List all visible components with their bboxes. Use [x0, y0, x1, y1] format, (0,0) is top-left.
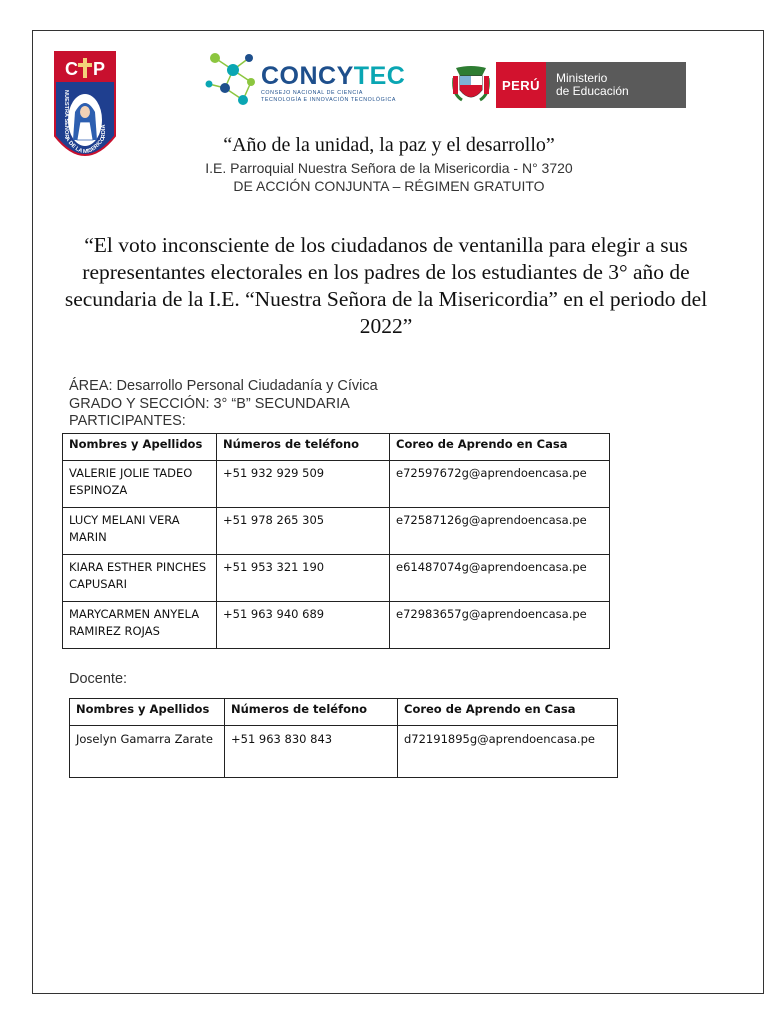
participants-label: PARTICIPANTES: — [69, 413, 186, 429]
shield-letter-p: P — [93, 59, 106, 79]
area-label: ÁREA: Desarrollo Personal Ciudadanía y Cívica — [69, 378, 378, 394]
participant-email: e72587126g@aprendoencasa.pe — [390, 508, 610, 555]
shield-letter-c: C — [65, 59, 78, 79]
participant-name: MARYCARMEN ANYELA RAMIREZ ROJAS — [63, 602, 217, 649]
school-name: I.E. Parroquial Nuestra Señora de la Misericordia - N° 3720 — [205, 160, 573, 176]
participant-name: KIARA ESTHER PINCHES CAPUSARI — [63, 555, 217, 602]
participant-name: VALERIE JOLIE TADEO ESPINOZA — [63, 461, 217, 508]
column-header-name: Nombres y Apellidos — [70, 699, 225, 726]
school-regime: DE ACCIÓN CONJUNTA – RÉGIMEN GRATUITO — [233, 178, 545, 194]
peru-label: PERÚ — [496, 62, 546, 108]
table-header-row — [63, 434, 610, 461]
table-header-row — [70, 699, 618, 726]
column-header-phone: Números de teléfono — [217, 434, 390, 461]
concytec-logo — [203, 48, 425, 110]
ministry-label: Ministerio de Educación — [546, 62, 686, 108]
participants-table — [62, 433, 610, 649]
participant-phone: +51 978 265 305 — [217, 508, 390, 555]
docente-email: d72191895g@aprendoencasa.pe — [398, 726, 618, 778]
table-row — [63, 602, 610, 649]
concytec-wordmark: CONCYTEC — [261, 62, 406, 90]
column-header-name: Nombres y Apellidos — [63, 434, 217, 461]
participant-email: e61487074g@aprendoencasa.pe — [390, 555, 610, 602]
table-row — [70, 726, 618, 778]
network-nodes-icon — [203, 48, 259, 110]
participant-email: e72597672g@aprendoencasa.pe — [390, 461, 610, 508]
docente-table — [69, 698, 618, 778]
peru-coat-of-arms-icon — [452, 64, 490, 106]
participant-phone: +51 963 940 689 — [217, 602, 390, 649]
column-header-phone: Números de teléfono — [225, 699, 398, 726]
docente-phone: +51 963 830 843 — [225, 726, 398, 778]
participant-email: e72983657g@aprendoencasa.pe — [390, 602, 610, 649]
docente-label: Docente: — [69, 671, 128, 687]
minedu-logo — [452, 62, 688, 108]
column-header-email: Coreo de Aprendo en Casa — [390, 434, 610, 461]
docente-name: Joselyn Gamarra Zarate — [70, 726, 225, 778]
year-motto: “Año de la unidad, la paz y el desarrollo” — [223, 134, 555, 156]
table-row — [63, 461, 610, 508]
table-row — [63, 555, 610, 602]
table-row — [63, 508, 610, 555]
grade-section-label: GRADO Y SECCIÓN: 3° “B” SECUNDARIA — [69, 396, 350, 412]
shield-ring-text: NUESTRA SEÑORA DE LA MISERICORDIA — [63, 90, 107, 156]
document-title: “El voto inconsciente de los ciudadanos de ventanilla para elegir a sus representantes electorales en los padres de los estudiantes de 3° año de secundaria de la I.E. “Nuestra Señora de la Misericordia” en el periodo del 2022” — [64, 233, 708, 338]
participant-phone: +51 953 321 190 — [217, 555, 390, 602]
participant-name: LUCY MELANI VERA MARIN — [63, 508, 217, 555]
concytec-subtitle: CONSEJO NACIONAL DE CIENCIA TECNOLOGÍA E INNOVACIÓN TECNOLÓGICA — [261, 90, 397, 103]
participant-phone: +51 932 929 509 — [217, 461, 390, 508]
column-header-email: Coreo de Aprendo en Casa — [398, 699, 618, 726]
